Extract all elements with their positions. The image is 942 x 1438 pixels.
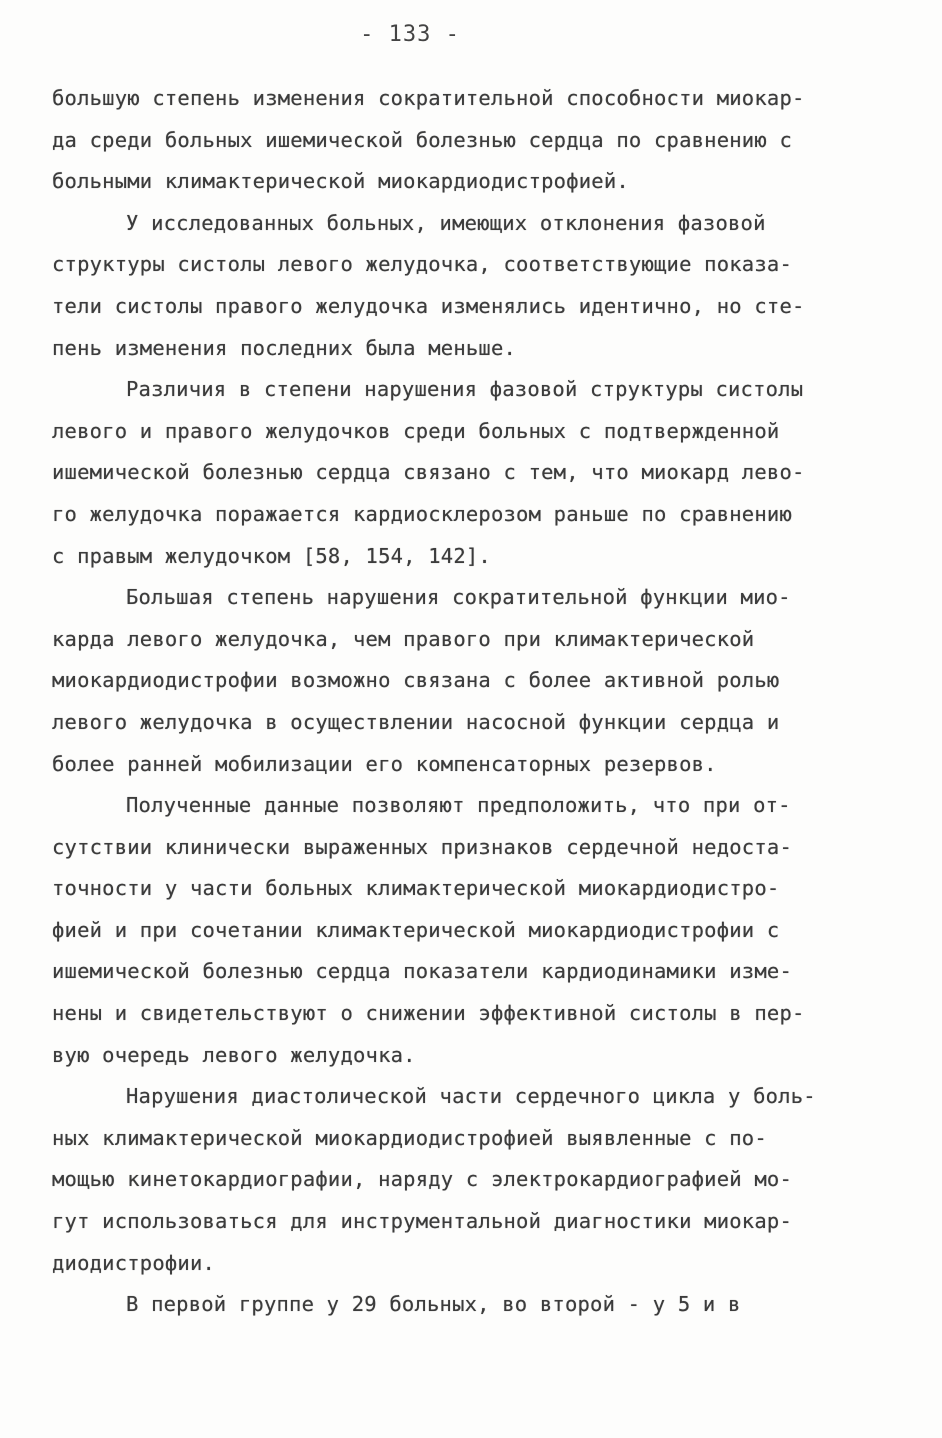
text-line: структуры систолы левого желудочка, соответствующие показа- (52, 252, 792, 277)
page-number: - 133 - (360, 22, 460, 47)
text-line: Нарушения диастолической части сердечного цикла у боль- (126, 1084, 816, 1109)
text-line: В первой группе у 29 больных, во второй - у 5 и в (126, 1292, 741, 1317)
text-line: фией и при сочетании климактерической миокардиодистрофии с (52, 917, 780, 942)
body-text (52, 78, 897, 1326)
text-line: миокардиодистрофии возможно связана с более активной ролью (52, 668, 780, 693)
text-line: Большая степень нарушения сократительной функции мио- (126, 585, 791, 610)
paragraph (52, 577, 897, 785)
text-line: тели систолы правого желудочка изменялись идентично, но сте- (52, 293, 805, 318)
text-line: ишемической болезнью сердца связано с тем, что миокард лево- (52, 460, 805, 485)
paragraph (52, 203, 897, 369)
text-line: да среди больных ишемической болезнью сердца по сравнению с (52, 127, 792, 152)
paragraph (52, 369, 897, 577)
text-line: левого и правого желудочков среди больных с подтвержденной (52, 418, 780, 443)
paragraph (52, 78, 897, 203)
text-line: мощью кинетокардиографии, наряду с электрокардиографией мо- (52, 1167, 792, 1192)
text-line: го желудочка поражается кардиосклерозом раньше по сравнению (52, 501, 792, 526)
text-line: пень изменения последних была меньше. (52, 335, 517, 360)
text-line: левого желудочка в осуществлении насосной функции сердца и (52, 709, 780, 734)
text-line: больными климактерической миокардиодистрофией. (52, 169, 629, 194)
text-line: ишемической болезнью сердца показатели кардиодинамики изме- (52, 959, 792, 984)
text-line: У исследованных больных, имеющих отклонения фазовой (126, 210, 766, 235)
text-line: с правым желудочком [58, 154, 142]. (52, 543, 491, 568)
paragraph (52, 1284, 897, 1326)
text-line: Различия в степени нарушения фазовой структуры систолы (126, 377, 804, 402)
text-line: более ранней мобилизации его компенсаторных резервов. (52, 751, 717, 776)
text-line: ных климактерической миокардиодистрофией выявленные с по- (52, 1125, 767, 1150)
text-line: сутствии клинически выраженных признаков сердечной недоста- (52, 834, 792, 859)
text-line: нены и свидетельствуют о снижении эффективной систолы в пер- (52, 1001, 805, 1026)
text-line: гут использоваться для инструментальной диагностики миокар- (52, 1209, 792, 1234)
text-line: вую очередь левого желудочка. (52, 1042, 416, 1067)
text-line: большую степень изменения сократительной способности миокар- (52, 86, 805, 110)
paragraph (52, 1076, 897, 1284)
text-line: точности у части больных климактерической миокардиодистро- (52, 876, 780, 901)
text-line: карда левого желудочка, чем правого при климактерической (52, 626, 755, 651)
paragraph (52, 785, 897, 1076)
text-line: Полученные данные позволяют предположить, что при от- (126, 793, 791, 818)
text-line: диодистрофии. (52, 1250, 216, 1275)
